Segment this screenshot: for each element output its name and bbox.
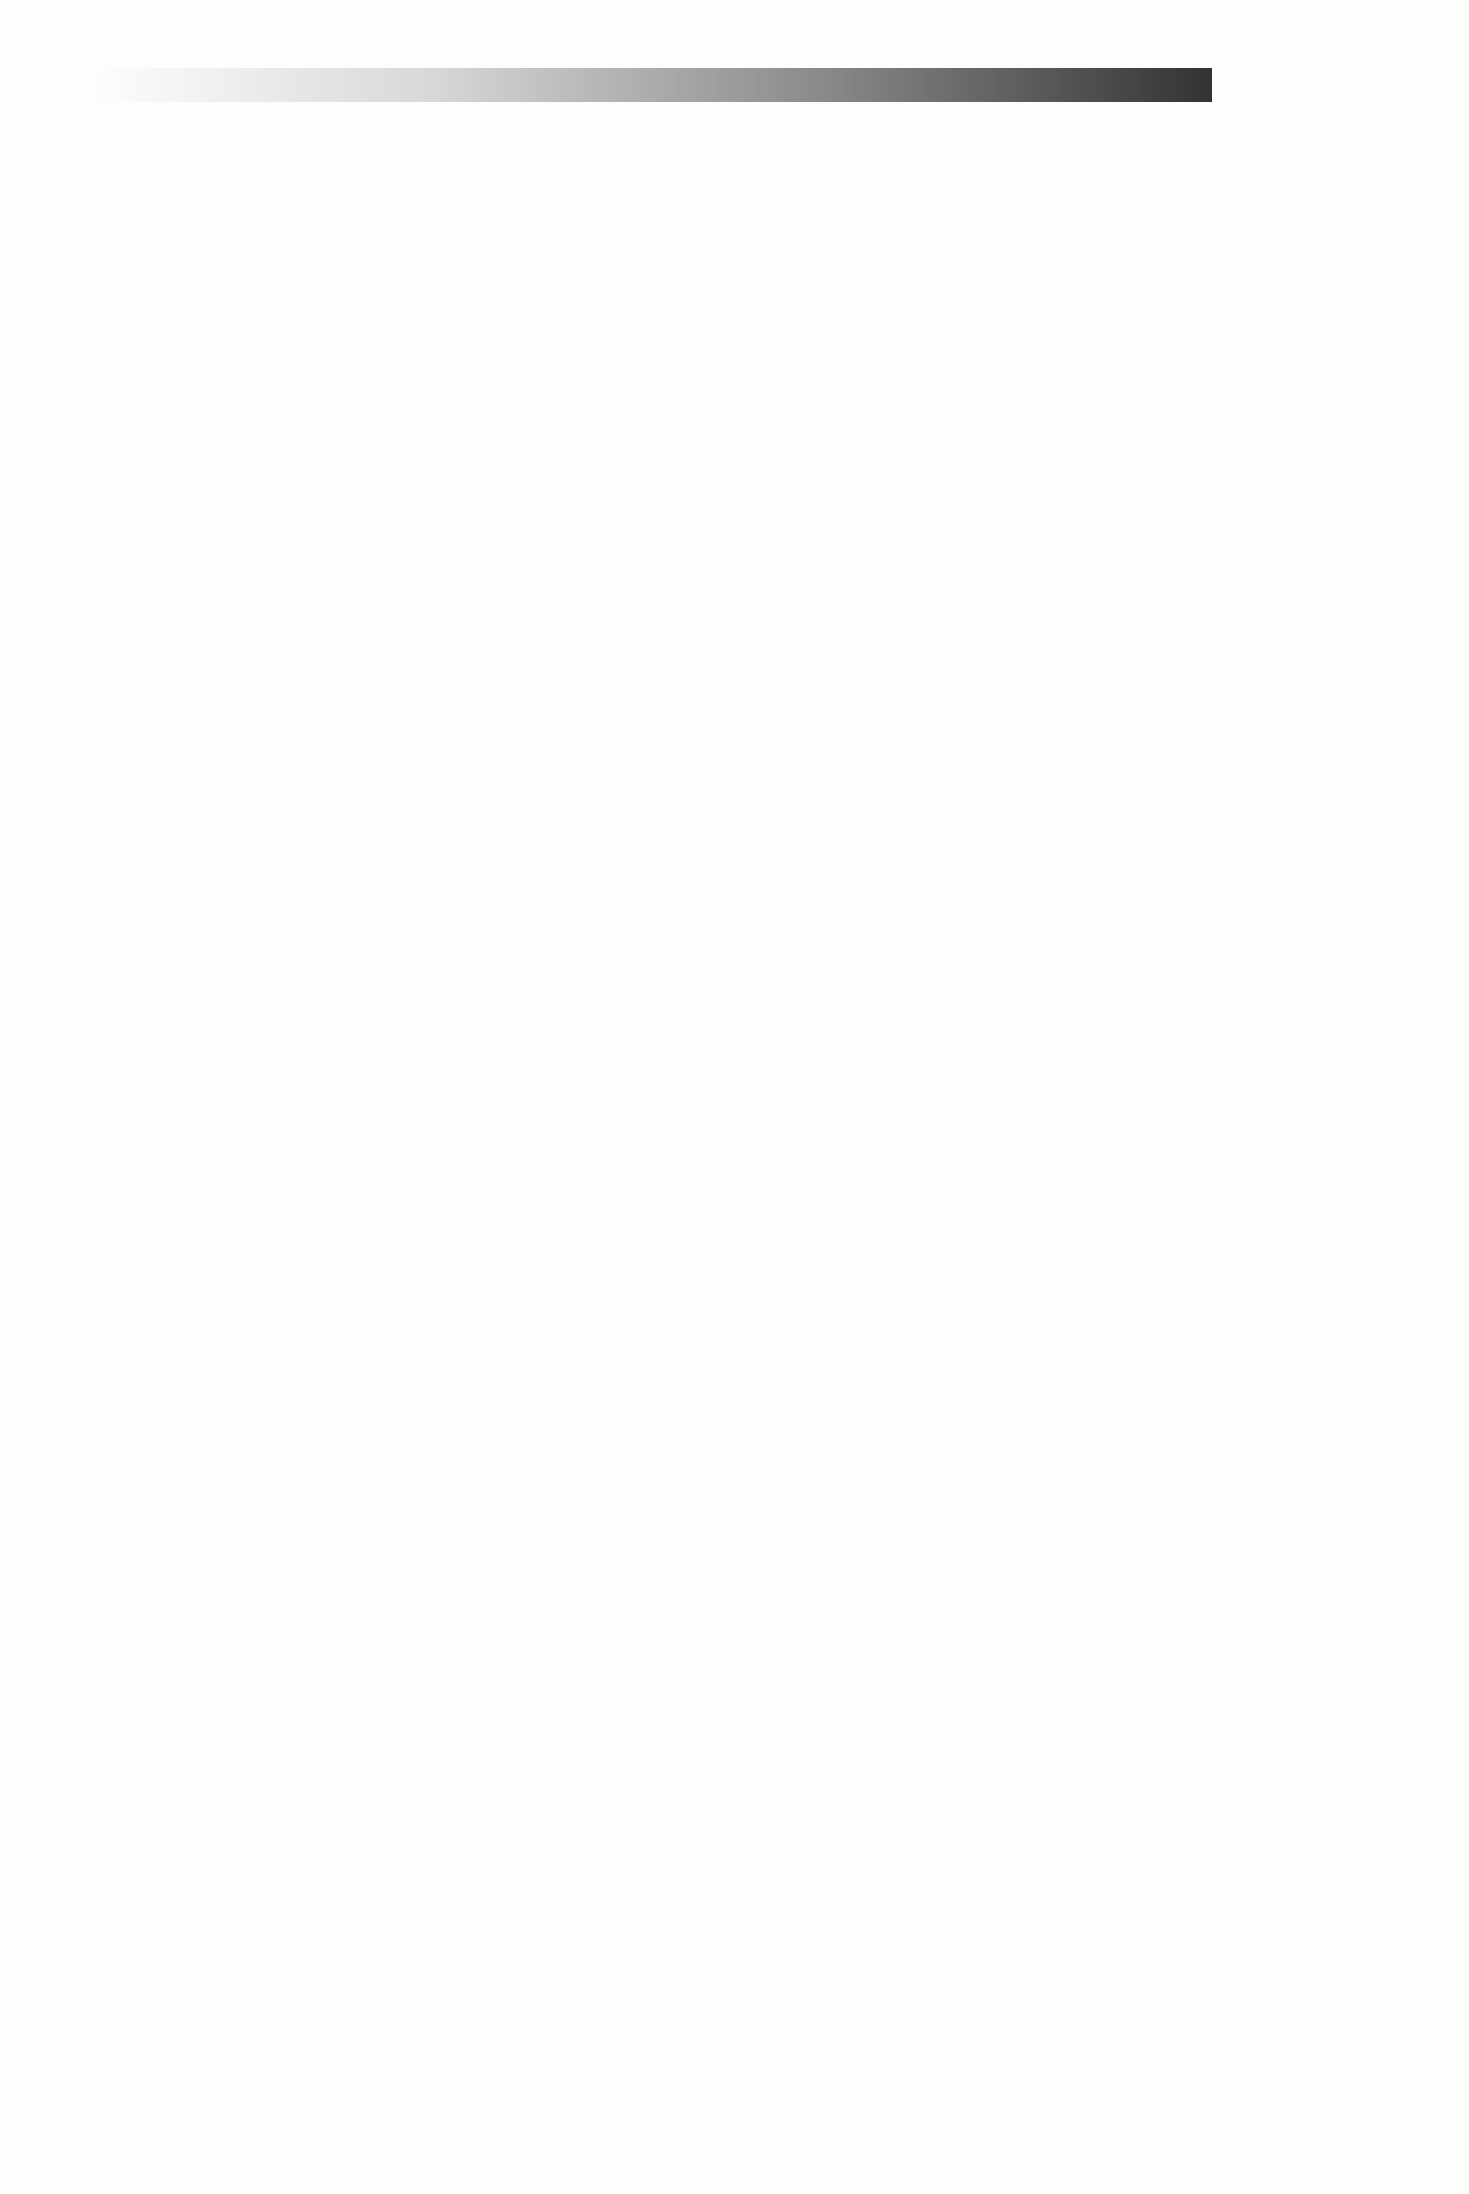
toc-intro: [1156, 190, 1220, 1090]
toc-bottom: [110, 1190, 1220, 2090]
header-gradient-bar: [95, 68, 1212, 102]
section-heading: [1126, 1190, 1190, 2090]
page-title: [1312, 98, 1404, 1138]
toc-afterword: [1032, 1190, 1096, 2090]
toc-top: [110, 190, 1220, 1090]
